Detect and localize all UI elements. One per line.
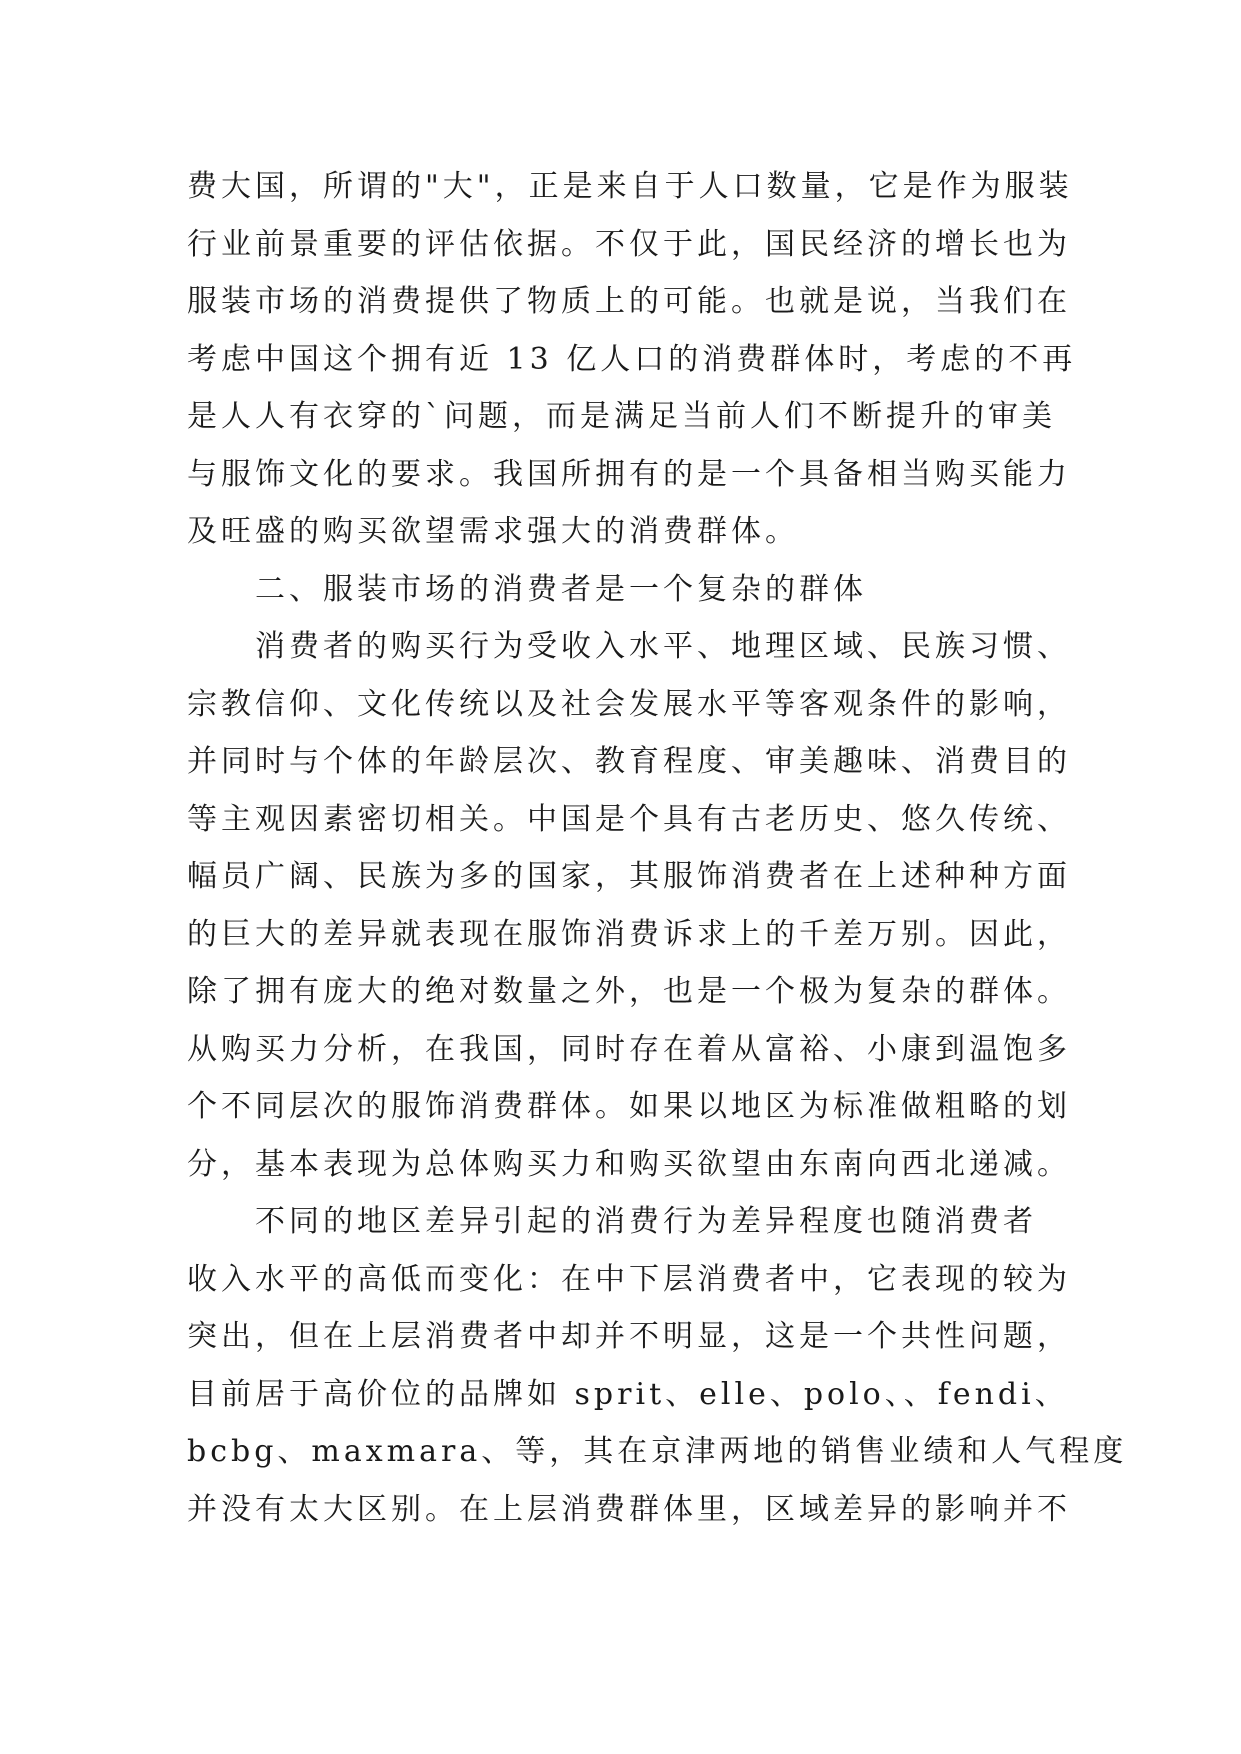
paragraph-first-line: 不同的地区差异引起的消费行为差异程度也随消费者 xyxy=(255,1204,1037,1239)
text-line: 除了拥有庞大的绝对数量之外，也是一个极为复杂的群体。 xyxy=(187,974,1071,1009)
text-line: 幅员广阔、民族为多的国家，其服饰消费者在上述种种方面 xyxy=(187,859,1071,894)
document-body xyxy=(187,158,1128,1538)
text-line: bcbg、maxmara、等，其在京津两地的销售业绩和人气程度 xyxy=(187,1434,1128,1469)
text-line: 行业前景重要的评估依据。不仅于此，国民经济的增长也为 xyxy=(187,226,1071,262)
text-line: 分，基本表现为总体购买力和购买欲望由东南向西北递减。 xyxy=(187,1146,1071,1182)
text-line: 并没有太大区别。在上层消费群体里，区域差异的影响并不 xyxy=(187,1491,1071,1527)
text-line: 等主观因素密切相关。中国是个具有古老历史、悠久传统、 xyxy=(187,801,1071,837)
text-line: 考虑中国这个拥有近 13 亿人口的消费群体时，考虑的不再 xyxy=(187,341,1077,377)
text-line: 收入水平的高低而变化：在中下层消费者中，它表现的较为 xyxy=(187,1261,1071,1297)
text-line: 从购买力分析，在我国，同时存在着从富裕、小康到温饱多 xyxy=(187,1031,1071,1067)
text-line: 及旺盛的购买欲望需求强大的消费群体。 xyxy=(187,514,799,549)
text-line: 与服饰文化的要求。我国所拥有的是一个具备相当购买能力 xyxy=(187,456,1071,492)
text-line: 突出，但在上层消费者中却并不明显，这是一个共性问题， xyxy=(187,1319,1071,1354)
text-line: 并同时与个体的年龄层次、教育程度、审美趣味、消费目的 xyxy=(187,744,1071,779)
text-line: 是人人有衣穿的`问题，而是满足当前人们不断提升的审美 xyxy=(187,399,1056,434)
section-heading: 二、服装市场的消费者是一个复杂的群体 xyxy=(255,571,867,607)
text-line: 个不同层次的服饰消费群体。如果以地区为标准做粗略的划 xyxy=(187,1089,1071,1124)
text-line: 目前居于高价位的品牌如 sprit、elle、polo、、fendi、 xyxy=(187,1376,1069,1412)
text-line: 服装市场的消费提供了物质上的可能。也就是说，当我们在 xyxy=(187,284,1071,319)
text-line: 宗教信仰、文化传统以及社会发展水平等客观条件的影响， xyxy=(187,686,1071,722)
paragraph-first-line: 消费者的购买行为受收入水平、地理区域、民族习惯、 xyxy=(255,629,1071,664)
text-line: 费大国，所谓的"大"，正是来自于人口数量，它是作为服装 xyxy=(187,169,1073,204)
text-line: 的巨大的差异就表现在服饰消费诉求上的千差万别。因此， xyxy=(187,916,1071,952)
